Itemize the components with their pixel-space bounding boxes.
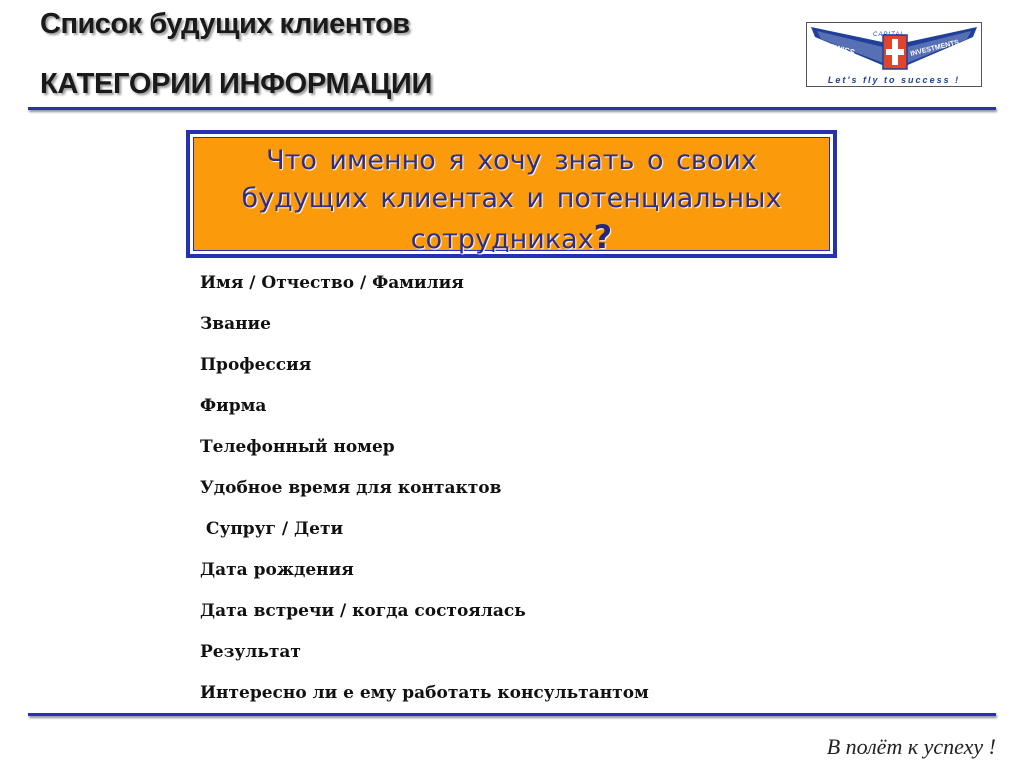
question-box bbox=[186, 130, 837, 258]
question-line-2: будущих клиентах и потенциальных bbox=[241, 183, 782, 214]
category-list bbox=[200, 270, 649, 721]
category-item: Профессия bbox=[200, 355, 312, 375]
category-item: Удобное время для контактов bbox=[200, 478, 502, 498]
top-divider bbox=[28, 107, 996, 110]
company-logo bbox=[806, 22, 982, 87]
page-subtitle: КАТЕГОРИИ ИНФОРМАЦИИ bbox=[40, 68, 432, 100]
question-box-fill bbox=[193, 137, 830, 256]
category-item: Дата рождения bbox=[200, 560, 354, 580]
logo-word-right: INVESTMENTS bbox=[909, 39, 960, 58]
category-item: Телефонный номер bbox=[200, 437, 395, 457]
question-line-3 bbox=[194, 218, 829, 259]
logo-word-left: SWISS bbox=[828, 42, 856, 58]
category-item: Дата встречи / когда состоялась bbox=[200, 601, 526, 621]
question-mark: ? bbox=[593, 218, 613, 256]
category-item: Звание bbox=[200, 314, 271, 334]
category-item: Интересно ли е ему работать консультантом bbox=[200, 683, 649, 703]
question-text bbox=[194, 142, 829, 259]
question-line-1: Что именно я хочу знать о своих bbox=[266, 145, 757, 176]
bottom-divider bbox=[28, 713, 996, 716]
footer-slogan: В полёт к успеху ! bbox=[826, 734, 996, 759]
page-title: Список будущих клиентов bbox=[40, 8, 410, 40]
category-item: Имя / Отчество / Фамилия bbox=[200, 273, 464, 293]
category-item: Супруг / Дети bbox=[200, 519, 344, 539]
category-item: Фирма bbox=[200, 396, 267, 416]
question-line-3-text: сотрудниках bbox=[410, 224, 594, 255]
logo-tagline: Let's fly to success ! bbox=[827, 75, 961, 85]
category-item: Результат bbox=[200, 642, 301, 662]
logo-word-top: CAPITAL bbox=[873, 32, 905, 38]
